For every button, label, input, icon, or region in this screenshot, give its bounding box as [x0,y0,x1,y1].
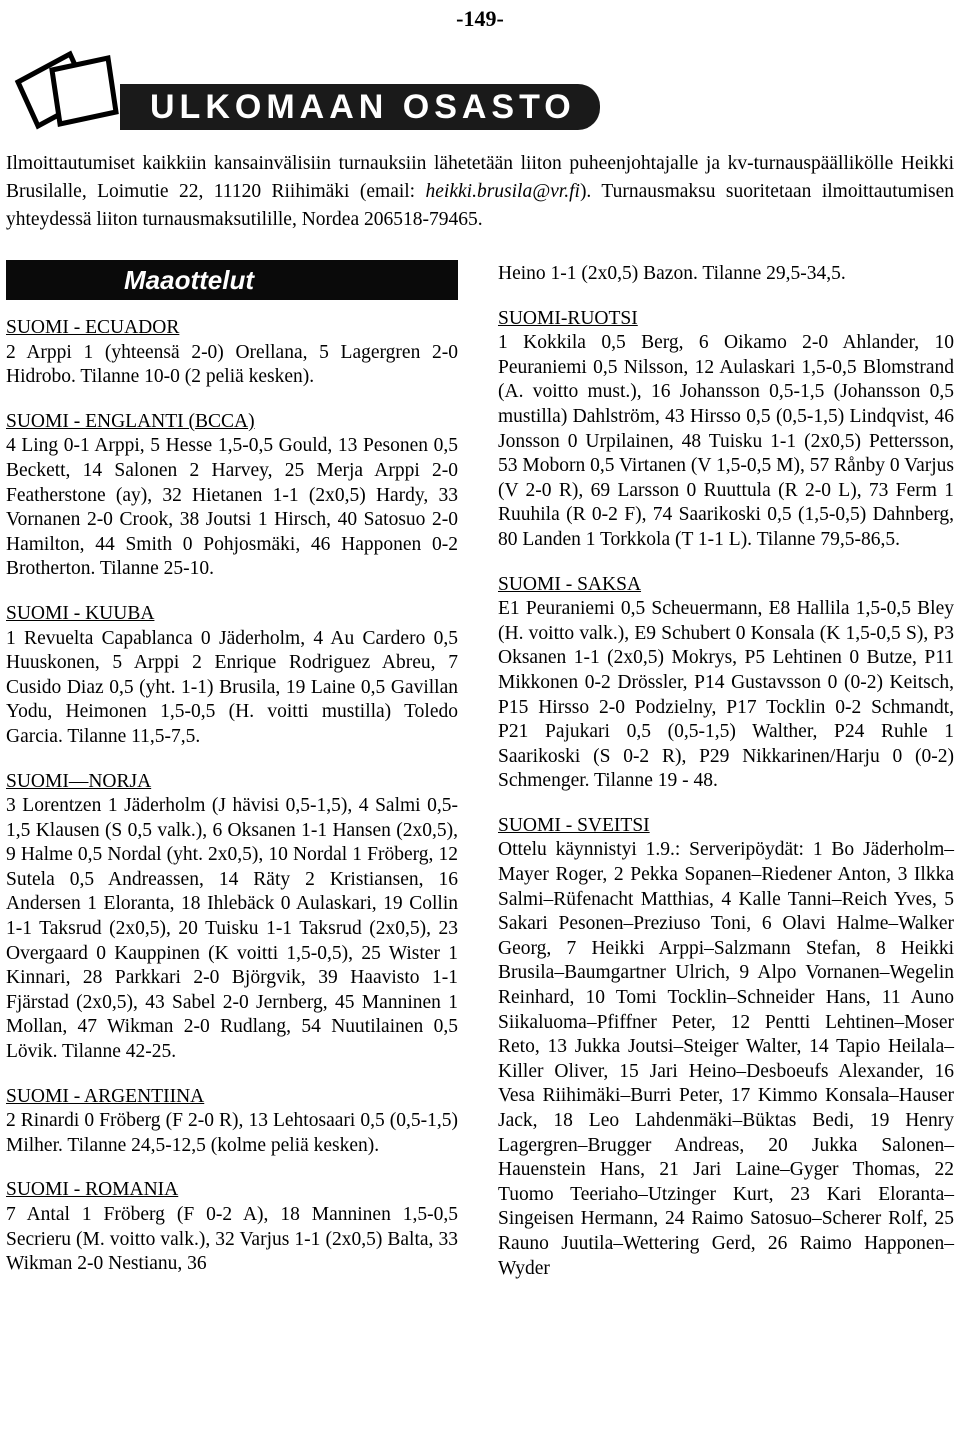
match-heading-argentiina: SUOMI - ARGENTIINA [6,1085,205,1107]
chess-board-logo-icon [12,48,124,136]
match-result-ruotsi: 1 Kokkila 0,5 Berg, 6 Oikamo 2-0 Ahlander, 10 Peuraniemi 0,5 Nilsson, 12 Aulaskari 1,5-0,5 Blomstrand (A. voitto must.), 16 Johansson 0,5-1,5 (Johansson 0,5 mustilla) Dahlström, 43 Hirsso 0,5 (0,5-1,5) Lindqvist, 46 Jonsson 0 Urpilainen, 48 Tuisku 1-1 (2x0,5) Pettersson, 53 Moborn 0,5 Virtanen (V 1,5-0,5 M), 57 Rånby 0 Varjus (V 2-0 R), 69 Larsson 0 Ruuttula (R 2-0 L), 73 Ferm 1 Ruuhila (R 0-2 F), 74 Saarikoski 0,5 (1,5-0,5) Dahnberg, 80 Landen 1 Torkkola (T 1-1 L). Tilanne 79,5-86,5. [498,332,954,550]
match-result-argentiina: 2 Rinardi 0 Fröberg (F 2-0 R), 13 Lehtosaari 0,5 (0,5-1,5) Milher. Tilanne 24,5-12,5 (kolme peliä kesken). [6,1110,458,1156]
match-heading-kuuba: SUOMI - KUUBA [6,602,155,624]
match-result-kuuba: 1 Revuelta Capablanca 0 Jäderholm, 4 Au Cardero 0,5 Huuskonen, 5 Arppi 2 Enrique Rodriguez Abreu, 7 Cusido Diaz 0,5 (yht. 1-1) Brusila, 19 Laine 0,5 Gavillan Yodu, Heimonen 1,5-0,5 (H. voitti mustilla) Toledo Garcia. Tilanne 11,5-7,5. [6,627,458,747]
match-result-sveitsi: Ottelu käynnistyi 1.9.: Serveripöydät: 1 Bo Jäderholm–Mayer Roger, 2 Pekka Sopanen–Riedener Anton, 3 Ilkka Salmi–Rüfenacht Matthias, 4 Kalle Tanni–Reich Yves, 5 Sakari Pesonen–Preziuso Toni, 6 Olavi Halme–Walker Georg, 7 Heikki Arppi–Salzmann Stefan, 8 Heikki Brusila–Baumgartner Ulrich, 9 Alpo Vornanen–Wegelin Reinhard, 10 Tomi Tocklin–Schneider Hans, 11 Auno Siikaluoma–Pfiffner Peter, 12 Pentti Lehtinen–Moser Reto, 13 Jukka Joutsi–Steiger Walter, 14 Tapio Heilala–Killer Oliver, 15 Jari Heino–Desboeufs Alexander, 16 Vesa Riihimäki–Burri Peter, 17 Kimmo Konsala–Hauser Jack, 18 Leo Lahdenmäki–Büktas Bedi, 19 Henry Lagergren–Brugger Andreas, 20 Jukka Salonen–Hauenstein Hans, 21 Jari Laine–Gyger Thomas, 22 Tuomo Teeriaho–Utzinger Kurt, 23 Kari Eloranta–Singeisen Hermann, 24 Raimo Satosuo–Scherer Rolf, 25 Rauno Juutila–Wettering Gerd, 26 Raimo Happonen–Wyder [498,839,954,1279]
match-heading-sveitsi: SUOMI - SVEITSI [498,814,650,836]
match-heading-englanti: SUOMI - ENGLANTI (BCCA) [6,410,255,432]
section-title-bar: Maaottelut [6,260,458,300]
match-result-norja: 3 Lorentzen 1 Jäderholm (J hävisi 0,5-1,5), 4 Salmi 0,5-1,5 Klausen (S 0,5 valk.), 6 Oksanen 1-1 Hansen (2x0,5), 9 Halme 0,5 Nordal (yht. 2x0,5), 10 Nordal 1 Fröberg, 12 Sutela 0,5 Andreassen, 14 Räty 2 Kristiansen, 16 Andersen 1 Eloranta, 18 Ihlebäck 0 Aulaskari, 19 Collin 1-1 Taksrud (2x0,5), 20 Tuisku 1-1 Taksrud (2x0,5), 23 Overgaard 0 Kauppinen (K voitti 1,5-0,5), 25 Wister 1 Kinnari, 28 Parkkari 2-0 Björgvik, 39 Haavisto 1-1 Fjärstad (2x0,5), 43 Sabel 2-0 Jernberg, 45 Manninen 1 Mollan, 47 Wikman 2-0 Rudlang, 54 Nuutilainen 0,5 Lövik. Tilanne 42-25. [6,795,458,1063]
match-heading-ruotsi: SUOMI-RUOTSI [498,307,638,329]
intro-tail-text: ). Turnausmaksu suoritetaan ilmoittautumisen yhteydessä liiton turnausmaksutilille, Nordea 206518-79465. [6,181,954,230]
match-heading-saksa: SUOMI - SAKSA [498,573,642,595]
match-result-ecuador: 2 Arppi 1 (yhteensä 2-0) Orellana, 5 Lagergren 2-0 Hidrobo. Tilanne 10-0 (2 peliä kesken). [6,341,458,388]
match-heading-ecuador: SUOMI - ECUADOR [6,317,180,338]
page-number: -149- [456,6,504,31]
intro-text: Ilmoittautumiset kaikkiin kansainvälisiin turnauksiin lähetetään liiton puheenjohtajalle ja kv-turnauspäällikölle Heikki Brusilalle, Loimutie 22, 11120 Riihimäki (email: [6,153,954,202]
right-column [498,262,954,1281]
left-column [6,260,458,1277]
contact-email: heikki.brusila@vr.fi [425,181,580,202]
match-result-romania: 7 Antal 1 Fröberg (F 0-2 A), 18 Manninen 1,5-0,5 Secrieru (M. voitto valk.), 32 Varjus 1-1 (2x0,5) Balta, 33 Wikman 2-0 Nestianu, 36 [6,1204,458,1275]
match-heading-romania: SUOMI - ROMANIA [6,1179,179,1201]
match-result-englanti: 4 Ling 0-1 Arppi, 5 Hesse 1,5-0,5 Gould, 13 Pesonen 0,5 Beckett, 14 Salonen 2 Harvey, 25 Merja Arppi 2-0 Featherstone (ay), 32 Hietanen 1-1 (2x0,5) Hardy, 33 Vornanen 2-0 Crook, 38 Joutsi 1 Hirsch, 40 Satosuo 2-0 Hamilton, 44 Smith 0 Pohjosmäki, 46 Happonen 0-2 Brotherton. Tilanne 25-10. [6,435,458,580]
match-result-saksa: E1 Peuraniemi 0,5 Scheuermann, E8 Hallila 1,5-0,5 Bley (H. voitto valk.), E9 Schubert 0 Konsala (K 1,5-0,5 S), P3 Oksanen 1-1 (2x0,5) Mokrys, P5 Lehtinen 0 Butze, P11 Mikkonen 0-2 Drössler, P14 Gustavsson 0 (0-2) Keitsch, P15 Hirsso 2-0 Podzielny, P17 Tocklin 0-2 Schmandt, P21 Pajukari 0,5 (0,5-1,5) Walther, P24 Ruhle 1 Saarikoski (S 0-2 R), P29 Nikkarinen/Harju 0 (0-2) Schmenger. Tilanne 19 - 48. [498,598,954,792]
intro-paragraph [6,150,954,234]
match-heading-norja: SUOMI—NORJA [6,770,152,792]
romania-continued-text: Heino 1-1 (2x0,5) Bazon. Tilanne 29,5-34,5. [498,263,846,284]
department-banner: ULKOMAAN OSASTO [120,84,600,130]
